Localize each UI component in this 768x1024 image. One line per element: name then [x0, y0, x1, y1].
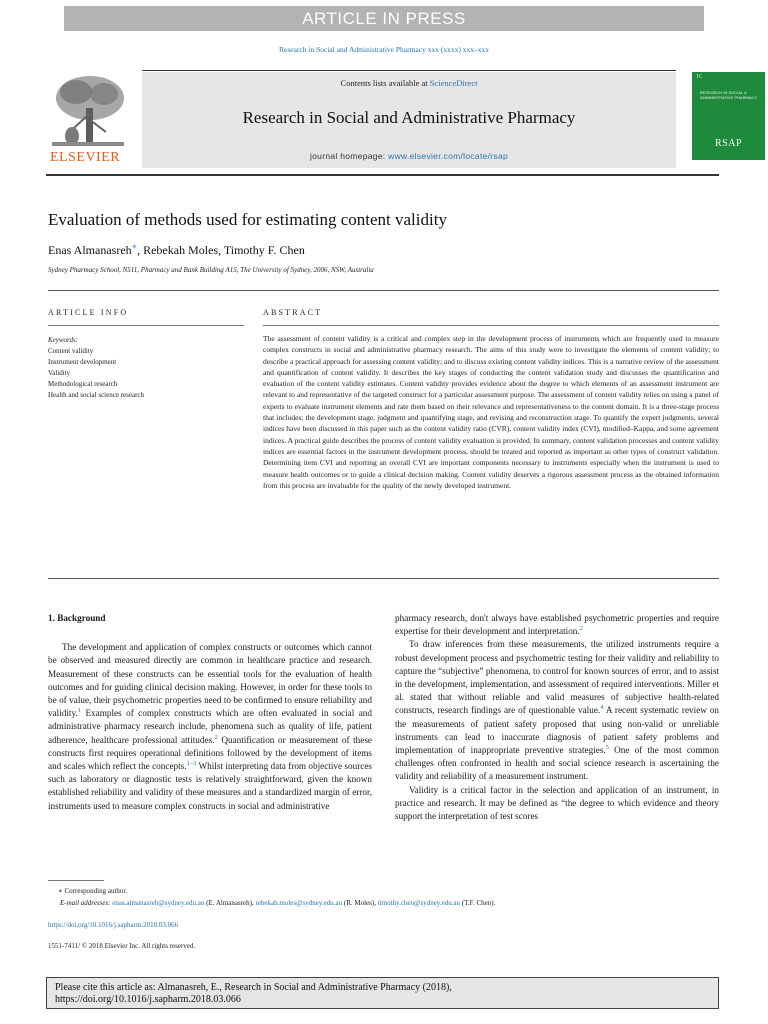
info-top-rule	[48, 290, 719, 291]
elsevier-logo[interactable]	[46, 70, 130, 170]
header-bottom-rule	[46, 174, 719, 176]
citation-doi[interactable]: https://doi.org/10.1016/j.sapharm.2018.03.066	[55, 994, 241, 1005]
body-column-right	[395, 612, 719, 823]
citation-ref-link[interactable]: 5	[605, 743, 609, 751]
corresponding-author-note: ∗ Corresponding author.	[58, 887, 128, 895]
article-info-heading: ARTICLE INFO	[48, 308, 129, 317]
body-column-left	[48, 612, 372, 813]
coauthors: , Rebekah Moles, Timothy F. Chen	[137, 243, 305, 257]
citation-ref-link[interactable]: 4	[600, 704, 604, 712]
sciencedirect-link[interactable]: ScienceDirect	[429, 78, 478, 88]
homepage-prefix: journal homepage:	[309, 151, 389, 161]
cover-mark: TC	[696, 75, 703, 80]
citation-box	[46, 977, 719, 1009]
article-title: Evaluation of methods used for estimating content validity	[48, 210, 447, 229]
citation-ref-link[interactable]: 1–3	[186, 759, 197, 767]
abstract-bottom-rule	[48, 578, 719, 579]
email-label: E-mail addresses:	[60, 899, 111, 907]
elsevier-wordmark: ELSEVIER	[50, 150, 121, 165]
section-title: 1. Background	[48, 613, 106, 623]
citation-ref-link[interactable]: 2	[579, 625, 583, 633]
journal-homepage-line	[142, 151, 676, 161]
affiliation: Sydney Pharmacy School, N511, Pharmacy and Bank Building A15, The University of Sydney, 2006, NSW, Australia	[48, 266, 374, 274]
author-list	[48, 242, 305, 258]
citation-ref-link[interactable]: 2	[214, 733, 218, 741]
email-link[interactable]: timothy.chen@sydney.edu.au	[377, 899, 461, 907]
contents-prefix: Contents lists available at	[340, 78, 430, 88]
journal-title: Research in Social and Administrative Pharmacy	[242, 108, 576, 127]
elsevier-tree-icon	[46, 70, 130, 152]
cover-abbreviation: RSAP	[714, 138, 742, 149]
footnote-rule	[48, 880, 104, 881]
doi-link[interactable]: https://doi.org/10.1016/j.sapharm.2018.03.066	[48, 921, 179, 929]
abstract-heading: ABSTRACT	[263, 308, 323, 317]
email-link[interactable]: enas.almanasreh@sydney.edu.au	[112, 899, 205, 907]
email-link[interactable]: rebekah.moles@sydney.edu.au	[255, 899, 343, 907]
abstract-rule	[263, 325, 719, 326]
keyword-item: Validity	[48, 369, 71, 377]
body-paragraph: pharmacy research, don't always have established psychometric properties and require expertise for their development and interpretation.$^2$	[395, 613, 719, 637]
first-author: Enas Almanasreh	[48, 243, 132, 257]
keyword-item: Health and social science research	[48, 391, 145, 399]
journal-cover-thumbnail[interactable]	[692, 72, 765, 160]
article-info-rule	[48, 325, 244, 326]
abstract-text: The assessment of content validity is a critical and complex step in the development process of instruments which are frequently used to measure complex constructs in social and administrative pharmacy research. The aims of this study were to investigate the elements of content validity; to describe a practical approach for assessing content validity; and to discuss existing content validity indices. This is a narrative review of the assessment and quantification of content validity. It describes the key stages of conducting the content validation study and discusses the quantification and evaluation of the content validity estimates. Content validity provides evidence about the degree to which elements of an assessment instrument are relevant to and representative of the targeted construct for a particular assessment purpose. The assessment of content validity relies on using a panel of experts to evaluate instrument elements and rate them based on their relevance and representativeness to the content domain. It is a three-stage process that includes; the development stage, judgment and quantifying stage, and revising and reconstruction stage. To quantify the expert judgments, several indices have been discussed in this paper such as the content validity ratio (CVR), content validity index (CVI), modified–Kappa, and some agreement indices. A practical guide describes the process of content validity evaluation is provided. In summary, content validation processes and content validity indices are essential factors in the instrument development process, should be treated and reported as important as other types of construct validation. Determining item CVI and reporting an overall CVI are important components necessary to instruments especially when the instrument is used to measure health outcomes or to guide a clinical decision making. Content validity deserves a rigorous assessment process as the obtained information from this process are invaluable for the quality of the newly developed instrument.	[263, 334, 719, 490]
body-paragraph: To draw inferences from these measurements, the utilized instruments require a robust development process and psychometric testing for their validity and reliability to capture the “subjective” phenomena, to control for known sources of error, and to assist in the development, implementation, and assessment of required interventions. Miller et al. stated that without reliable and valid measures of subjective health-related constructs, research findings are of questionable value.$^4$ A recent systematic review on the measurements of patient safety proposed that using non-valid or unreliable instruments can lead to inaccurate diagnosis of patient safety problems and implementation of inappropriate preventive strategies.$^5$ One of the most common challenges often confronted in health and social science research is ascertaining the validity and reliability of a measurement instrument.	[395, 639, 720, 782]
citation-ref-link[interactable]: 1	[77, 707, 82, 715]
journal-header	[46, 70, 758, 172]
citation-line: Please cite this article as: Almanasreh, E., Research in Social and Administrative Pharmacy (2018),	[55, 982, 452, 993]
article-in-press-banner: ARTICLE IN PRESS	[64, 6, 704, 31]
cover-title-text: RESEARCH IN SOCIAL & ADMINISTRATIVE PHARMACY	[700, 90, 758, 100]
keywords-block	[48, 335, 144, 401]
header-center-panel	[142, 72, 676, 168]
header-top-rule	[142, 70, 676, 71]
journal-reference-link[interactable]: Research in Social and Administrative Pharmacy xxx (xxxx) xxx–xxx	[279, 45, 489, 54]
corresponding-author-mark[interactable]: ∗	[131, 242, 138, 251]
body-paragraph: Validity is a critical factor in the selection and application of an instrument, in practice and research. It may be defined as “the degree to which evidence and theory support the interpretation of test scores	[395, 784, 719, 822]
homepage-link[interactable]: www.elsevier.com/locate/rsap	[388, 151, 509, 161]
contents-available-line	[142, 78, 676, 88]
keyword-item: Content validity	[48, 347, 94, 355]
body-paragraph: The development and application of complex constructs or outcomes which cannot be observed and measured directly are common in healthcare practice and research. Measurement of these constructs can be essential tools for the evaluation of health outcomes and for guiding clinical decision making. However, in order for these tools to be of value, their psychometric properties need to be confirmed to ensure reliability and validity.$^1$ Examples of complex constructs which are often evaluated in social and administrative pharmacy research include, phenomena such as quality of life, patient adherence, healthcare professional attitudes.$^2$ Quantification or measurement of these constructs first requires operational definitions followed by the development of items and scales which reflect the concepts.$^{1-3}$ Whilst interpreting data from objective sources such as laboratory or diagnostic tests is relatively straightforward, given the known established reliability and validity of these measures and a standardized margin of error, instruments used to measure complex constructs in social and administrative	[48, 642, 372, 811]
keyword-item: Instrument development	[48, 358, 117, 366]
email-addresses: E-mail addresses: enas.almanasreh@sydney.edu.au (E. Almanasreh), rebekah.moles@sydney.edu.au (R. Moles), timothy.chen@sydney.edu.au (T.F. Chen).	[60, 899, 496, 907]
keyword-item: Methodological research	[48, 380, 118, 388]
keywords-label: Keywords:	[48, 336, 79, 344]
copyright-line: 1551-7411/ © 2018 Elsevier Inc. All rights reserved.	[48, 942, 196, 950]
